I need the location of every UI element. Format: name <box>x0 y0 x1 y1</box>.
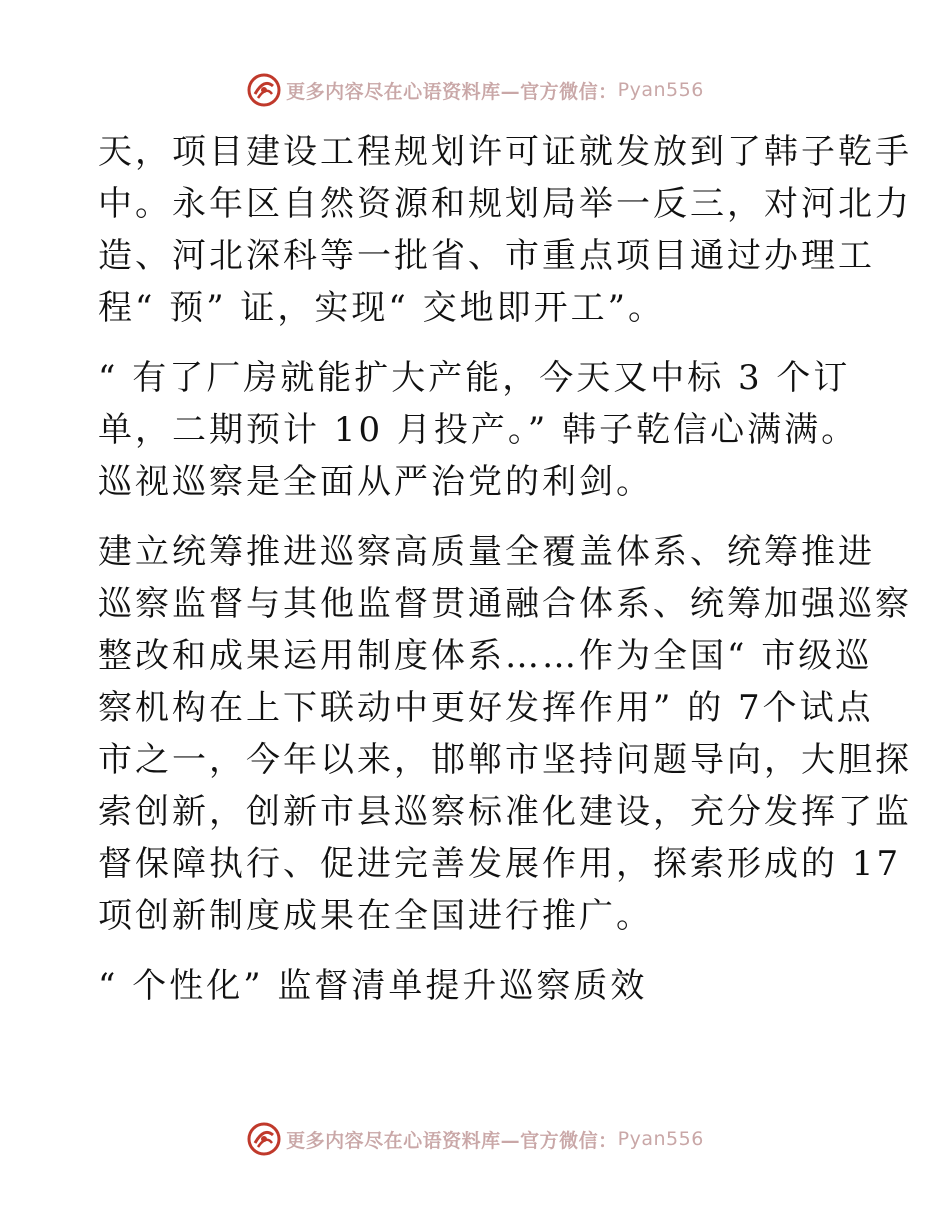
text-line: 程“ 预” 证，实现“ 交地即开工”。 <box>98 288 665 328</box>
paragraph <box>98 126 912 334</box>
text-line: 督保障执行、促进完善发展作用，探索形成的 17 <box>98 844 902 884</box>
header-watermark-wechat: Pyan556 <box>617 79 704 101</box>
header-watermark-banner <box>0 70 950 110</box>
text-line: 单，二期预计 10 月投产。” 韩子乾信心满满。 <box>98 410 859 450</box>
text-line: 市之一，今年以来，邯郸市坚持问题导向，大胆探 <box>98 740 912 780</box>
text-line: 天，项目建设工程规划许可证就发放到了韩子乾手 <box>98 132 912 172</box>
document-body <box>98 126 912 1012</box>
header-watermark-text: 更多内容尽在心语资料库—官方微信： <box>286 80 618 103</box>
footer-watermark-wechat: Pyan556 <box>617 1128 704 1150</box>
text-line: 中。永年区自然资源和规划局举一反三，对河北力 <box>98 184 912 224</box>
text-line: “ 个性化” 监督清单提升巡察质效 <box>98 966 648 1006</box>
section-heading <box>98 960 852 1012</box>
text-line: 造、河北深科等一批省、市重点项目通过办理工 <box>98 236 875 276</box>
paragraph <box>98 526 912 942</box>
text-line: 索创新，创新市县巡察标准化建设，充分发挥了监 <box>98 792 912 832</box>
red-swirl-logo-icon <box>246 1121 282 1157</box>
text-line: 察机构在上下联动中更好发挥作用” 的 7个试点 <box>98 688 874 728</box>
text-line: 巡视巡察是全面从严治党的利剑。 <box>98 462 653 502</box>
footer-watermark-text: 更多内容尽在心语资料库—官方微信： <box>286 1129 618 1152</box>
text-line: “ 有了厂房就能扩大产能，今天又中标 3 个订 <box>98 358 851 398</box>
footer-watermark-banner <box>0 1119 950 1159</box>
text-line: 项创新制度成果在全国进行推广。 <box>98 896 653 936</box>
text-line: 巡察监督与其他监督贯通融合体系、统筹加强巡察 <box>98 584 912 624</box>
text-line: 整改和成果运用制度体系……作为全国“ 市级巡 <box>98 636 873 676</box>
text-line: 建立统筹推进巡察高质量全覆盖体系、统筹推进 <box>98 532 875 572</box>
red-swirl-logo-icon <box>246 72 282 108</box>
paragraph <box>98 352 859 508</box>
